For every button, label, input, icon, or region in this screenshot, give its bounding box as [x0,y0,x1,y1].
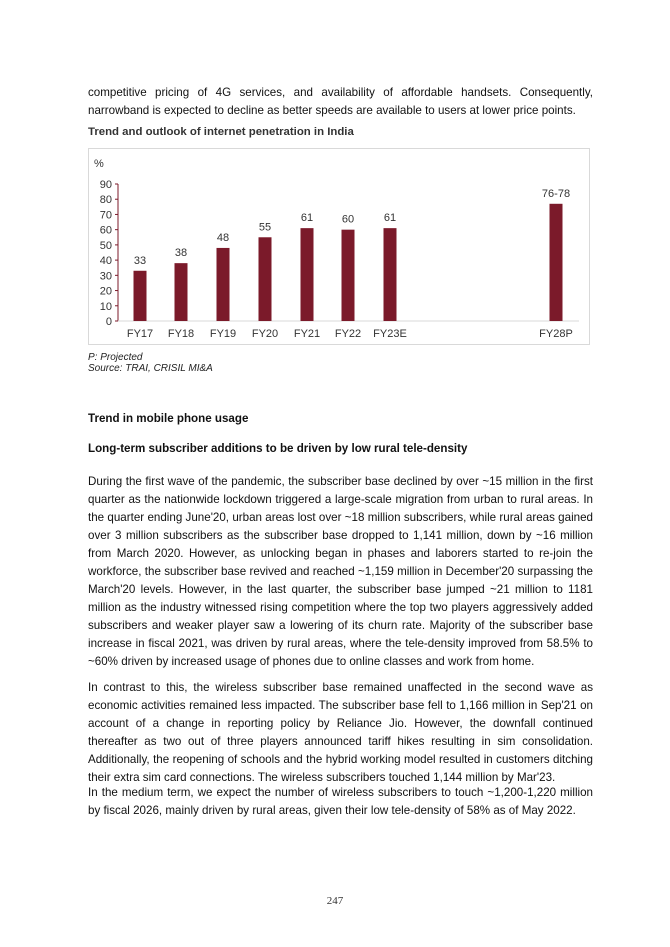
x-tick-label: FY23E [373,328,407,340]
chart-source: Source: TRAI, CRISIL MI&A [88,363,213,374]
bar-chart [89,149,591,346]
data-label: 48 [216,231,230,244]
bar-fy19 [217,248,230,321]
x-tick-label: FY19 [209,328,237,340]
chart-title: Trend and outlook of internet penetration in India [88,126,354,138]
y-axis-unit-label: % [94,158,104,170]
page-number: 247 [326,895,344,907]
bar-fy20 [259,237,272,321]
section-heading: Trend in mobile phone usage [88,412,249,425]
bar-fy18 [175,263,188,321]
sub-heading: Long-term subscriber additions to be driven by low rural tele-density [88,442,468,455]
chart-note-projected: P: Projected [88,352,143,363]
data-label: 61 [300,212,314,225]
body-paragraph-1: During the first wave of the pandemic, the subscriber base declined by over ~15 million in the first quarter as the nationwide lockdown triggered a large-scale migration from urban to rural areas. In the quarter ending June'20, urban areas lost over ~18 million subscribers, while rural areas gained over 3 million subscribers as the subscriber base dropped to 1,141 million, down by ~16 million from March 2020. However, as unlocking began in phases and laborers started to re-join the workforce, the subscriber base revived and reached ~1,159 million in December'20 surpassing the March'20 levels. However, in the last quarter, the subscriber base jumped ~21 million to 1181 million as the industry witnessed rising competition where the top two players aggressively added subscribers and weaker player saw a lowering of its churn rate. Majority of the subscriber base increase in fiscal 2021, was driven by rural areas, where the tele-density improved from 58.5% to ~60% driven by increased usage of phones due to online classes and work from home. [88,475,593,668]
data-label: 38 [174,247,188,260]
y-tick-label: 80 [99,194,112,207]
x-tick-label: FY28P [539,328,573,340]
body-paragraph-2: In contrast to this, the wireless subscriber base remained unaffected in the second wave as economic activities remained less impacted. The subscriber base fell to 1,166 million in Sep'21 on account of a change in reporting policy by Reliance Jio. However, the downfall continued thereafter as two out of three players announced tariff hikes resulting in sim consolidation. Additionally, the reopening of schools and the hybrid working model resulted in customers ditching their extra sim card connections. The wireless subscribers touched 1,144 million by Mar'23. [88,681,593,784]
bar-fy22 [342,230,355,321]
y-tick-label: 30 [99,270,112,283]
x-tick-label: FY22 [334,328,362,340]
y-tick-label: 70 [99,209,112,222]
data-label: 61 [383,212,397,225]
y-tick-label: 90 [99,179,112,191]
data-label: 55 [258,221,272,234]
y-tick-label: 50 [99,239,112,252]
intro-paragraph: competitive pricing of 4G services, and availability of affordable handsets. Consequently, narrowband is expected to decline as better speeds are available to users at lower price points. [88,86,593,117]
bar-fy21 [301,228,314,321]
chart-frame [88,148,590,345]
x-tick-label: FY17 [126,328,154,340]
x-tick-label: FY21 [293,328,321,340]
x-tick-label: FY20 [251,328,279,340]
y-tick-label: 40 [99,255,112,268]
bar-fy28p [550,204,563,321]
y-tick-label: 20 [99,285,112,298]
y-tick-label: 10 [99,300,112,313]
data-label: 33 [133,254,147,267]
y-tick-label: 60 [99,224,112,237]
data-label: 60 [341,213,355,226]
x-tick-label: FY18 [167,328,195,340]
data-label: 76-78 [541,187,571,200]
body-paragraph-3: In the medium term, we expect the number of wireless subscribers to touch ~1,200-1,220 million by fiscal 2026, mainly driven by rural areas, given their low tele-density of 58% as of May 2022. [88,786,593,817]
bar-fy23e [384,228,397,321]
y-tick-label: 0 [105,316,112,328]
bar-fy17 [134,271,147,321]
